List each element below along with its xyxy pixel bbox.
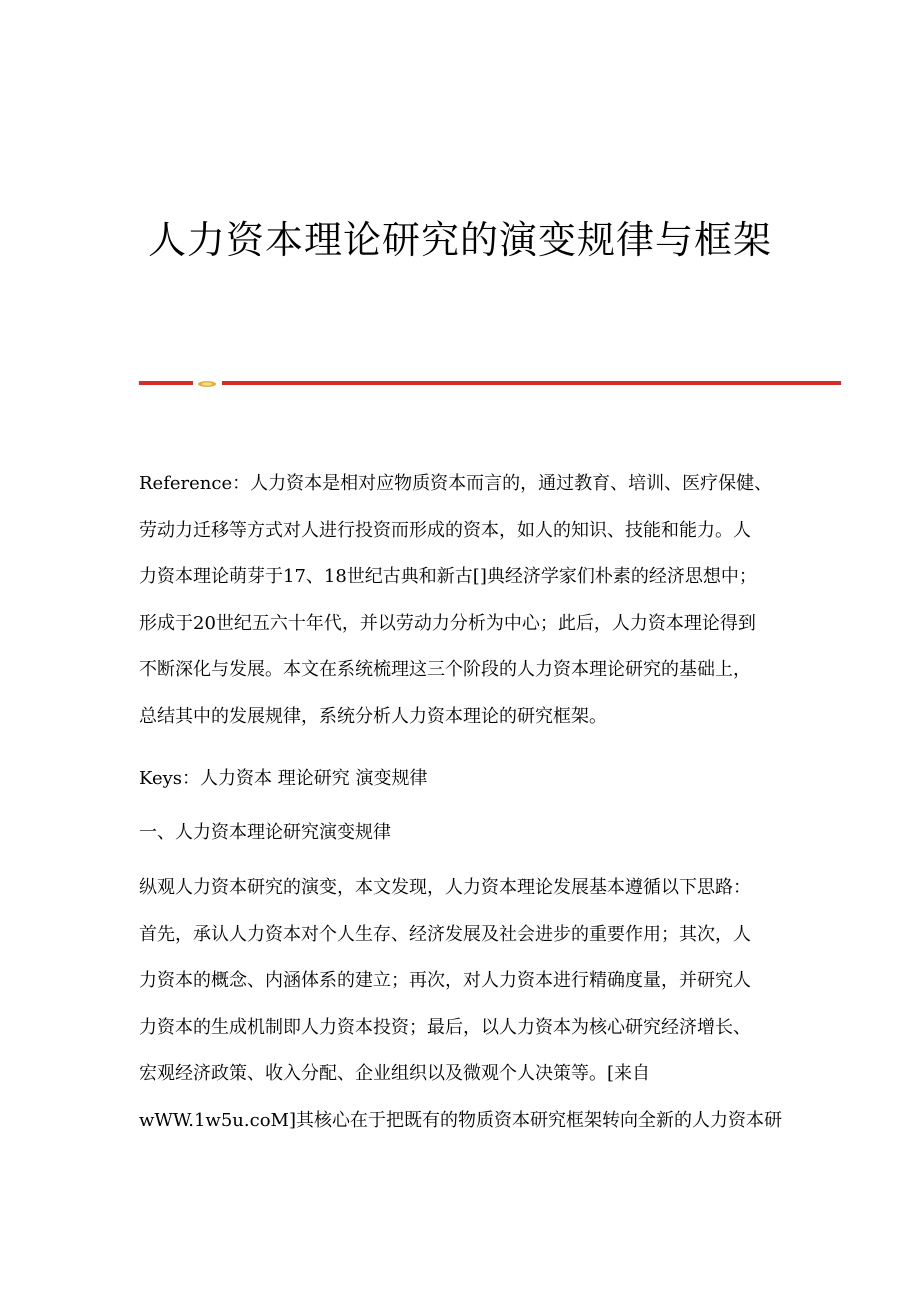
keywords-line: Keys：人力资本 理论研究 演变规律 [139,768,428,789]
abstract-line: 总结其中的发展规律，系统分析人力资本理论的研究框架。 [139,705,607,727]
title-divider-left [139,381,193,385]
abstract-paragraph [139,461,789,740]
abstract-line: 劳动力迁移等方式对人进行投资而形成的资本，如人的知识、技能和能力。人 [139,519,751,541]
body-line: 宏观经济政策、收入分配、企业组织以及微观个人决策等。[来自 [139,1063,651,1084]
abstract-line: Reference：人力资本是相对应物质资本而言的，通过教育、培训、医疗保健、 [139,473,773,494]
body-line: 纵观人力资本研究的演变，本文发现，人力资本理论发展基本遵循以下思路： [139,877,751,898]
abstract-line: 形成于20世纪五六十年代，并以劳动力分析为中心；此后，人力资本理论得到 [139,612,756,634]
section-heading: 一、人力资本理论研究演变规律 [139,822,391,843]
abstract-line: 力资本理论萌芽于17、18世纪古典和新古[]典经济学家们朴素的经济思想中； [139,566,757,587]
document-title: 人力资本理论研究的演变规律与框架 [147,218,772,262]
body-paragraph [139,865,789,1144]
abstract-line: 不断深化与发展。本文在系统梳理这三个阶段的人力资本理论研究的基础上， [139,659,751,680]
body-line: wWW.1w5u.coM]其核心在于把既有的物质资本研究框架转向全新的人力资本研 [139,1109,782,1131]
title-divider-right [222,381,841,385]
body-line: 力资本的生成机制即人力资本投资；最后，以人力资本为核心研究经济增长、 [139,1016,751,1038]
divider-ornament-icon [197,380,217,388]
body-line: 力资本的概念、内涵体系的建立；再次，对人力资本进行精确度量，并研究人 [139,970,751,991]
body-line: 首先，承认人力资本对个人生存、经济发展及社会进步的重要作用；其次，人 [139,923,751,945]
